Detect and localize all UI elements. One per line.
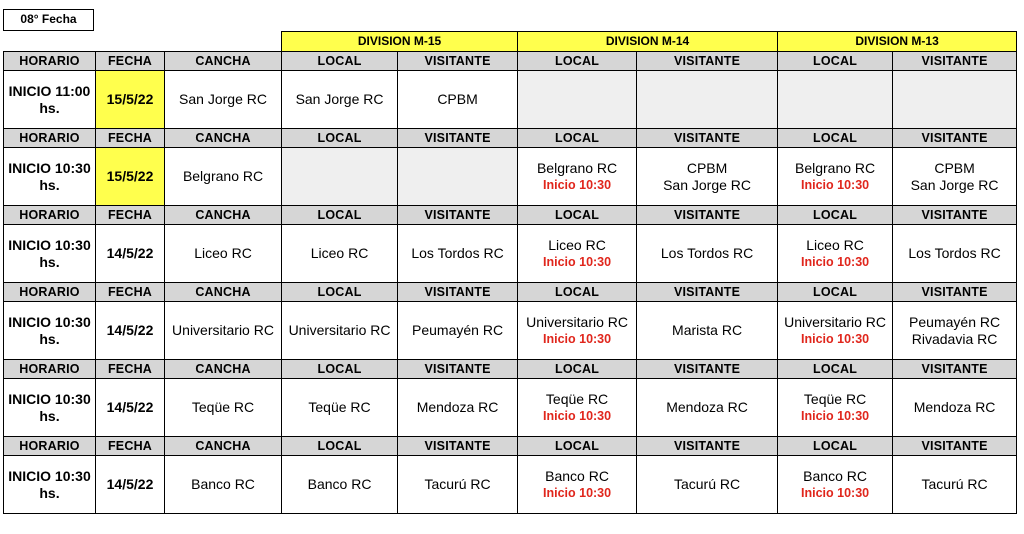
cancha-cell: Banco RC — [165, 456, 282, 514]
header-local: LOCAL — [778, 437, 893, 456]
header-visitante: VISITANTE — [398, 206, 518, 225]
match-row — [4, 148, 1017, 206]
m13-visitante-cell — [893, 302, 1017, 360]
m15-visitante-cell — [398, 225, 518, 283]
team-name: San Jorge RC — [663, 176, 752, 193]
start-note: Inicio 10:30 — [801, 485, 870, 500]
fecha-cell: 14/5/22 — [96, 379, 165, 437]
team-name: Banco RC — [545, 467, 609, 484]
header-local: LOCAL — [778, 360, 893, 379]
m14-local-cell — [518, 456, 637, 514]
m14-visitante-cell — [637, 225, 778, 283]
team-name: CPBM — [934, 159, 975, 176]
m14-local-cell — [518, 302, 637, 360]
header-local: LOCAL — [778, 206, 893, 225]
team-name: San Jorge RC — [295, 91, 384, 107]
m15-visitante-cell — [398, 302, 518, 360]
header-fecha: FECHA — [96, 437, 165, 456]
m13-visitante-cell — [893, 456, 1017, 514]
column-header-row — [4, 283, 1017, 302]
header-local: LOCAL — [778, 283, 893, 302]
team-name: Banco RC — [307, 476, 372, 492]
m15-local-cell — [282, 456, 398, 514]
fecha-cell: 14/5/22 — [96, 225, 165, 283]
header-local: LOCAL — [518, 52, 637, 71]
m13-visitante-empty — [893, 71, 1017, 129]
team-name: Tacurú RC — [424, 476, 491, 492]
header-visitante: VISITANTE — [637, 52, 778, 71]
header-local: LOCAL — [778, 129, 893, 148]
m14-local-empty — [518, 71, 637, 129]
match-row — [4, 379, 1017, 437]
team-name: Peumayén RC — [909, 313, 1001, 330]
column-header-row — [4, 206, 1017, 225]
m14-visitante-empty — [637, 71, 778, 129]
m15-local-cell — [282, 225, 398, 283]
team-name: Rivadavia RC — [911, 330, 998, 347]
column-header-row — [4, 437, 1017, 456]
m13-local-cell — [778, 456, 893, 514]
header-visitante: VISITANTE — [637, 437, 778, 456]
m14-local-cell — [518, 148, 637, 206]
fecha-title: 08° Fecha — [3, 9, 94, 31]
team-name: Peumayén RC — [412, 322, 504, 338]
header-visitante: VISITANTE — [893, 437, 1017, 456]
start-note: Inicio 10:30 — [801, 254, 870, 269]
m14-visitante-cell — [637, 148, 778, 206]
column-header-row — [4, 129, 1017, 148]
m13-local-cell — [778, 379, 893, 437]
match-row — [4, 456, 1017, 514]
m15-visitante-cell — [398, 71, 518, 129]
team-name: Liceo RC — [548, 236, 606, 253]
m15-local-cell — [282, 302, 398, 360]
cancha-cell: Universitario RC — [165, 302, 282, 360]
team-name: Mendoza RC — [666, 399, 748, 415]
team-name: Mendoza RC — [913, 399, 996, 415]
header-visitante: VISITANTE — [893, 206, 1017, 225]
header-visitante: VISITANTE — [398, 437, 518, 456]
column-header-row — [4, 360, 1017, 379]
header-horario: HORARIO — [4, 206, 96, 225]
team-name: CPBM — [686, 159, 728, 176]
header-cancha: CANCHA — [165, 129, 282, 148]
header-visitante: VISITANTE — [398, 129, 518, 148]
header-local: LOCAL — [282, 52, 398, 71]
m13-visitante-cell — [893, 225, 1017, 283]
m13-visitante-cell — [893, 148, 1017, 206]
division-m15-header: DIVISION M-15 — [282, 32, 518, 52]
header-local: LOCAL — [282, 283, 398, 302]
fecha-cell: 14/5/22 — [96, 302, 165, 360]
fecha-cell: 15/5/22 — [96, 71, 165, 129]
header-cancha: CANCHA — [165, 283, 282, 302]
division-m13-header: DIVISION M-13 — [778, 32, 1017, 52]
m13-local-empty — [778, 71, 893, 129]
start-note: Inicio 10:30 — [543, 331, 612, 346]
start-note: Inicio 10:30 — [801, 177, 870, 192]
m14-local-cell — [518, 225, 637, 283]
match-row — [4, 225, 1017, 283]
horario-cell: INICIO 11:00 hs. — [4, 71, 96, 129]
m13-local-cell — [778, 302, 893, 360]
header-horario: HORARIO — [4, 129, 96, 148]
horario-cell: INICIO 10:30 hs. — [4, 302, 96, 360]
header-visitante: VISITANTE — [893, 129, 1017, 148]
start-note: Inicio 10:30 — [801, 331, 870, 346]
header-fecha: FECHA — [96, 206, 165, 225]
team-name: CPBM — [437, 91, 478, 107]
header-local: LOCAL — [778, 52, 893, 71]
header-horario: HORARIO — [4, 360, 96, 379]
start-note: Inicio 10:30 — [543, 485, 612, 500]
header-cancha: CANCHA — [165, 52, 282, 71]
header-horario: HORARIO — [4, 52, 96, 71]
m15-visitante-empty — [398, 148, 518, 206]
header-local: LOCAL — [518, 206, 637, 225]
m13-local-cell — [778, 225, 893, 283]
header-fecha: FECHA — [96, 283, 165, 302]
header-cancha: CANCHA — [165, 437, 282, 456]
schedule-table — [3, 31, 1017, 514]
header-visitante: VISITANTE — [637, 206, 778, 225]
team-name: Los Tordos RC — [660, 245, 754, 261]
header-visitante: VISITANTE — [398, 52, 518, 71]
schedule-body — [4, 32, 1017, 514]
cancha-cell: San Jorge RC — [165, 71, 282, 129]
cancha-cell: Belgrano RC — [165, 148, 282, 206]
horario-cell: INICIO 10:30 hs. — [4, 456, 96, 514]
header-visitante: VISITANTE — [893, 283, 1017, 302]
team-name: San Jorge RC — [910, 176, 999, 193]
header-horario: HORARIO — [4, 283, 96, 302]
header-local: LOCAL — [518, 437, 637, 456]
horario-cell: INICIO 10:30 hs. — [4, 379, 96, 437]
team-name: Banco RC — [803, 467, 867, 484]
header-fecha: FECHA — [96, 129, 165, 148]
team-name: Belgrano RC — [794, 159, 876, 176]
m15-local-empty — [282, 148, 398, 206]
team-name: Teqüe RC — [308, 399, 371, 415]
header-local: LOCAL — [282, 437, 398, 456]
team-name: Universitario RC — [526, 313, 628, 330]
header-visitante: VISITANTE — [637, 283, 778, 302]
header-horario: HORARIO — [4, 437, 96, 456]
m14-visitante-cell — [637, 456, 778, 514]
team-name: Liceo RC — [806, 236, 864, 253]
m14-visitante-cell — [637, 302, 778, 360]
team-name: Liceo RC — [310, 245, 369, 261]
header-local: LOCAL — [518, 360, 637, 379]
fecha-cell: 14/5/22 — [96, 456, 165, 514]
m15-visitante-cell — [398, 456, 518, 514]
start-note: Inicio 10:30 — [801, 408, 870, 423]
header-cancha: CANCHA — [165, 206, 282, 225]
team-name: Mendoza RC — [416, 399, 499, 415]
header-visitante: VISITANTE — [637, 360, 778, 379]
start-note: Inicio 10:30 — [543, 254, 612, 269]
m14-visitante-cell — [637, 379, 778, 437]
header-local: LOCAL — [518, 283, 637, 302]
m15-local-cell — [282, 379, 398, 437]
header-local: LOCAL — [518, 129, 637, 148]
m15-local-cell — [282, 71, 398, 129]
division-header-row — [4, 32, 1017, 52]
header-local: LOCAL — [282, 129, 398, 148]
m15-visitante-cell — [398, 379, 518, 437]
m13-local-cell — [778, 148, 893, 206]
horario-cell: INICIO 10:30 hs. — [4, 225, 96, 283]
team-name: Tacurú RC — [673, 476, 741, 492]
cancha-cell: Teqüe RC — [165, 379, 282, 437]
team-name: Los Tordos RC — [908, 245, 1001, 261]
start-note: Inicio 10:30 — [543, 177, 612, 192]
match-row — [4, 302, 1017, 360]
header-cancha: CANCHA — [165, 360, 282, 379]
header-local: LOCAL — [282, 360, 398, 379]
division-m14-header: DIVISION M-14 — [518, 32, 778, 52]
header-visitante: VISITANTE — [398, 360, 518, 379]
m14-local-cell — [518, 379, 637, 437]
team-name: Teqüe RC — [545, 390, 609, 407]
header-visitante: VISITANTE — [637, 129, 778, 148]
team-name: Tacurú RC — [921, 476, 988, 492]
division-header-spacer — [4, 32, 282, 52]
team-name: Universitario RC — [288, 322, 391, 338]
header-visitante: VISITANTE — [893, 52, 1017, 71]
match-row — [4, 71, 1017, 129]
start-note: Inicio 10:30 — [543, 408, 612, 423]
team-name: Universitario RC — [784, 313, 887, 330]
column-header-row — [4, 52, 1017, 71]
header-visitante: VISITANTE — [893, 360, 1017, 379]
header-fecha: FECHA — [96, 52, 165, 71]
team-name: Belgrano RC — [536, 159, 618, 176]
header-fecha: FECHA — [96, 360, 165, 379]
header-local: LOCAL — [282, 206, 398, 225]
team-name: Los Tordos RC — [411, 245, 504, 261]
cancha-cell: Liceo RC — [165, 225, 282, 283]
fecha-cell: 15/5/22 — [96, 148, 165, 206]
header-visitante: VISITANTE — [398, 283, 518, 302]
team-name: Marista RC — [672, 322, 743, 338]
team-name: Teqüe RC — [803, 390, 867, 407]
m13-visitante-cell — [893, 379, 1017, 437]
horario-cell: INICIO 10:30 hs. — [4, 148, 96, 206]
